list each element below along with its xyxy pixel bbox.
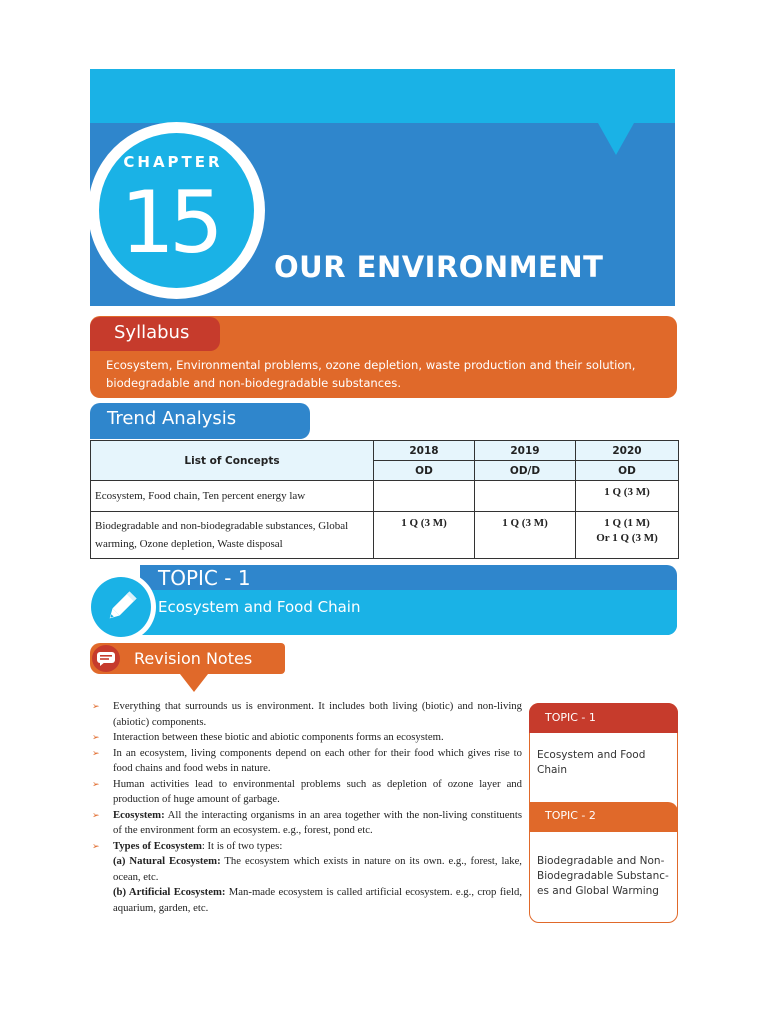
arrow-bullet-icon: ➢	[92, 747, 100, 758]
chapter-label: CHAPTER	[123, 153, 223, 171]
list-item	[92, 839, 522, 917]
chat-icon	[96, 651, 116, 667]
table-row	[91, 512, 679, 559]
arrow-bullet-icon: ➢	[92, 732, 100, 742]
trend-analysis-heading: Trend Analysis	[107, 408, 237, 429]
arrow-bullet-icon: ➢	[92, 809, 100, 820]
board-header: OD	[374, 461, 475, 481]
value-text: 1 Q (3 M)	[604, 486, 650, 498]
arrow-bullet-icon: ➢	[92, 778, 100, 789]
type-bold: (a) Natural Ecosystem:	[113, 855, 221, 867]
year-header: 2018	[374, 441, 475, 461]
syllabus-heading: Syllabus	[114, 322, 190, 343]
value-cell	[374, 481, 475, 512]
ecosystem-type	[113, 854, 522, 885]
value-cell	[475, 481, 576, 512]
value-cell: 1 Q (3 M)	[374, 512, 475, 559]
note-bold: Types of Ecosystem	[113, 839, 202, 852]
concept-cell: Ecosystem, Food chain, Ten percent energy law	[91, 481, 374, 512]
note-text: : It is of two types:	[201, 839, 283, 852]
type-text: Man-made ecosystem is called artificial ecosystem. e.g., crop field, aquarium, garden, etc.	[113, 886, 522, 914]
sidebar-topic1-label: TOPIC - 1	[545, 711, 596, 724]
list-item	[92, 730, 522, 746]
note-text: In an ecosystem, living components depend on each other for their food which gives rise to food chains and food webs in nature.	[113, 746, 522, 774]
board-header: OD	[576, 461, 679, 481]
note-bold: Ecosystem:	[113, 808, 165, 821]
chapter-title: OUR ENVIRONMENT	[274, 250, 604, 284]
trend-table	[90, 440, 679, 559]
value-cell	[576, 481, 679, 512]
value-cell: 1 Q (3 M)	[475, 512, 576, 559]
note-text: Everything that surrounds us is environment. It includes both living (biotic) and non-living (abiotic) components.	[113, 700, 522, 728]
type-text: The ecosystem which exists in nature on its own. e.g., forest, lake, ocean, etc.	[113, 855, 522, 883]
concept-cell: Biodegradable and non-biodegradable substances, Global warming, Ozone depletion, Waste disposal	[91, 512, 374, 559]
year-header: 2019	[475, 441, 576, 461]
chapter-number: 15	[120, 173, 218, 273]
ecosystem-type	[113, 885, 522, 916]
sidebar-topic2-name: Biodegradable and Non-Biodegradable Substanc-es and Global Warming	[537, 855, 669, 897]
note-text: Human activities lead to environmental problems such as depletion of ozone layer and production of huge amount of garbage.	[113, 777, 522, 805]
value-text: Or 1 Q (3 M)	[596, 532, 658, 544]
value-text: 1 Q (1 M)	[604, 517, 650, 529]
arrow-bullet-icon: ➢	[92, 701, 100, 711]
revision-notes-arrow	[180, 674, 208, 692]
list-item	[92, 699, 522, 730]
topic-name: Ecosystem and Food Chain	[158, 598, 361, 616]
board-header: OD/D	[475, 461, 576, 481]
revision-notes-list	[92, 699, 522, 916]
type-bold: (b) Artificial Ecosystem:	[113, 886, 226, 898]
banner-top-strip	[90, 69, 675, 123]
sidebar-topic1-name: Ecosystem and Food Chain	[537, 749, 646, 776]
topic-number: TOPIC - 1	[158, 566, 251, 590]
table-row	[91, 481, 679, 512]
banner-notch	[598, 123, 634, 155]
list-item	[92, 746, 522, 777]
list-item	[92, 808, 522, 839]
note-text: Interaction between these biotic and abiotic components forms an ecosystem.	[113, 731, 444, 743]
pencil-icon	[99, 585, 143, 629]
list-item	[92, 777, 522, 808]
sidebar-topic2-label: TOPIC - 2	[545, 809, 596, 822]
concepts-header: List of Concepts	[91, 441, 374, 481]
value-cell	[576, 512, 679, 559]
note-text: All the interacting organisms in an area together with the non-living constituents of the environment form an ecosystem. e.g., forest, pond etc.	[113, 808, 522, 836]
revision-notes-heading: Revision Notes	[134, 649, 253, 668]
year-header: 2020	[576, 441, 679, 461]
arrow-bullet-icon: ➢	[92, 840, 100, 851]
syllabus-text: Ecosystem, Environmental problems, ozone depletion, waste production and their solution, biodegradable and non-biodegradable substances.	[106, 358, 636, 390]
